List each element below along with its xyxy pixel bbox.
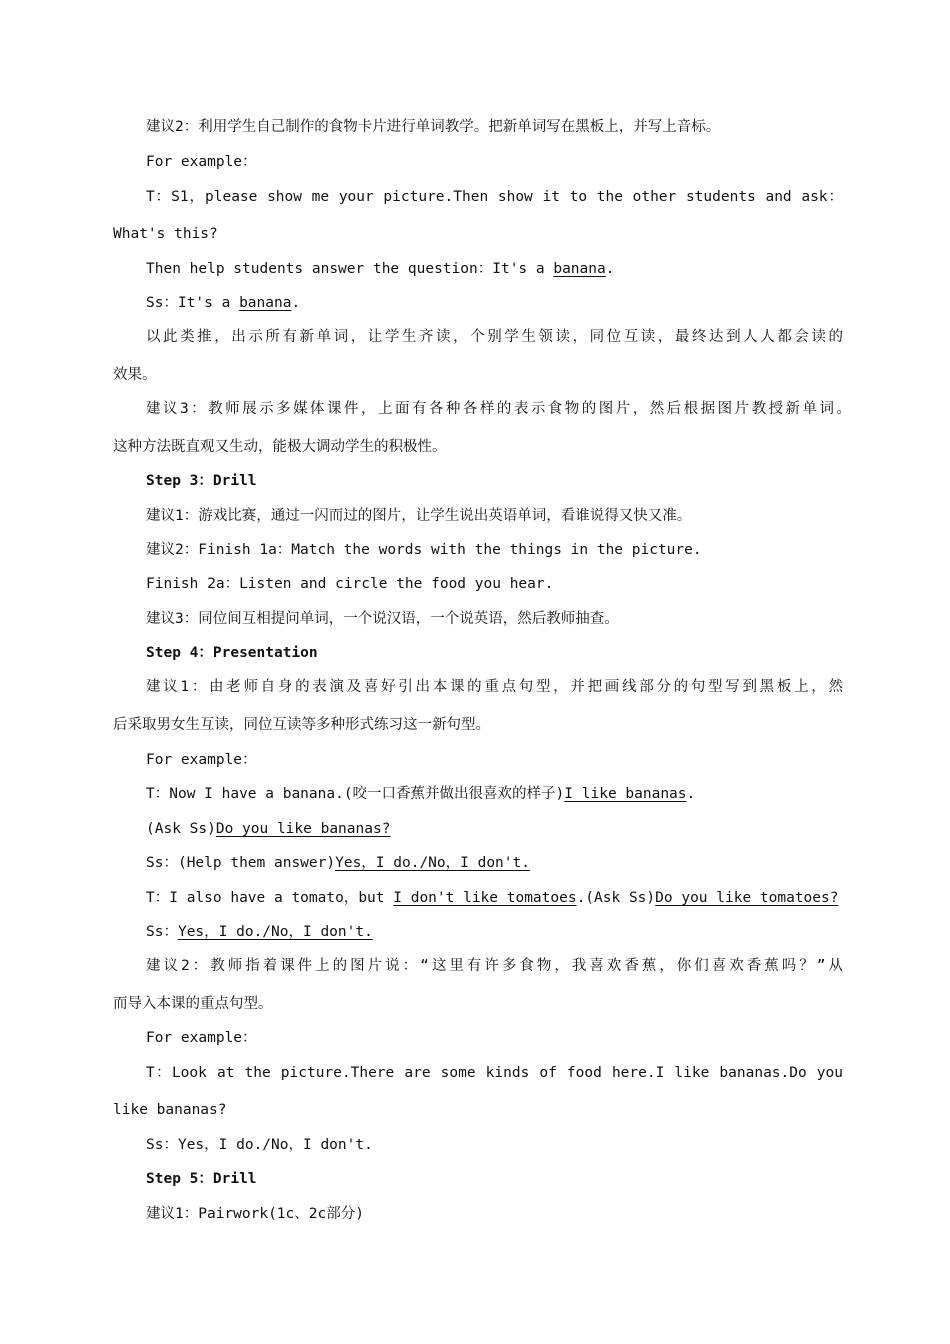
presentation-suggestion-2: 建议2：教师指着课件上的图片说：“这里有许多食物，我喜欢香蕉，你们喜欢香蕉吗？”从 xyxy=(146,958,843,974)
help-answer-line: Ss：(Help them answer)Yes，I do./No，I don't. xyxy=(146,855,530,871)
suggestion-3-cont: 这种方法既直观又生动，能极大调动学生的积极性。 xyxy=(113,439,447,455)
teacher-line-cont: What's this? xyxy=(113,226,218,242)
help-students-line: Then help students answer the question：It's a banana. xyxy=(146,261,615,277)
presentation-suggestion-1: 建议1：由老师自身的表演及喜好引出本课的重点句型，并把画线部分的句型写到黑板上，然 xyxy=(146,679,843,695)
for-example-label: For example： xyxy=(146,154,257,170)
students-reply-line: Ss：Yes，I do./No，I don't. xyxy=(146,924,373,940)
teacher-banana-line: T：Now I have a banana.(咬一口香蕉并做出很喜欢的样子)I like bananas. xyxy=(146,786,696,802)
presentation-suggestion-2-cont: 而导入本课的重点句型。 xyxy=(113,996,273,1012)
teacher-line: T：S1，please show me your picture.Then show it to the other students and ask： xyxy=(146,189,843,205)
ask-students-line: (Ask Ss)Do you like bananas? xyxy=(146,821,391,837)
paragraph-line: 以此类推，出示所有新单词，让学生齐读，个别学生领读，同位互读，最终达到人人都会读的 xyxy=(146,329,843,345)
step-3-heading: Step 3：Drill xyxy=(146,473,257,489)
presentation-suggestion-1-cont: 后采取男女生互读，同位互读等多种形式练习这一新句型。 xyxy=(113,717,490,733)
pairwork-suggestion: 建议1：Pairwork(1c、2c部分) xyxy=(146,1206,364,1222)
teacher-picture-line: T：Look at the picture.There are some kinds of food here.I like bananas.Do you xyxy=(146,1065,843,1081)
teacher-tomato-line: T：I also have a tomato，but I don't like tomatoes.(Ask Ss)Do you like tomatoes? xyxy=(146,890,839,906)
students-final-reply: Ss：Yes，I do./No，I don't. xyxy=(146,1137,373,1153)
step-5-heading: Step 5：Drill xyxy=(146,1171,257,1187)
suggestion-2-text: 建议2：利用学生自己制作的食物卡片进行单词教学。把新单词写在黑板上，并写上音标。 xyxy=(146,119,721,135)
drill-suggestion-3: 建议3：同位间互相提问单词，一个说汉语，一个说英语，然后教师抽查。 xyxy=(146,611,619,627)
drill-suggestion-1: 建议1：游戏比赛，通过一闪而过的图片，让学生说出英语单词，看谁说得又快又准。 xyxy=(146,508,692,524)
for-example-label: For example： xyxy=(146,1030,257,1046)
drill-suggestion-2: 建议2：Finish 1a：Match the words with the things in the picture. xyxy=(146,542,702,558)
students-answer-line: Ss：It's a banana. xyxy=(146,295,301,311)
drill-finish-2a: Finish 2a：Listen and circle the food you hear. xyxy=(146,576,554,592)
for-example-label: For example： xyxy=(146,752,257,768)
suggestion-3-text: 建议3：教师展示多媒体课件，上面有各种各样的表示食物的图片，然后根据图片教授新单词。 xyxy=(146,401,851,417)
teacher-picture-line-cont: like bananas? xyxy=(113,1102,227,1118)
paragraph-line-cont: 效果。 xyxy=(113,367,157,383)
step-4-heading: Step 4：Presentation xyxy=(146,645,318,661)
